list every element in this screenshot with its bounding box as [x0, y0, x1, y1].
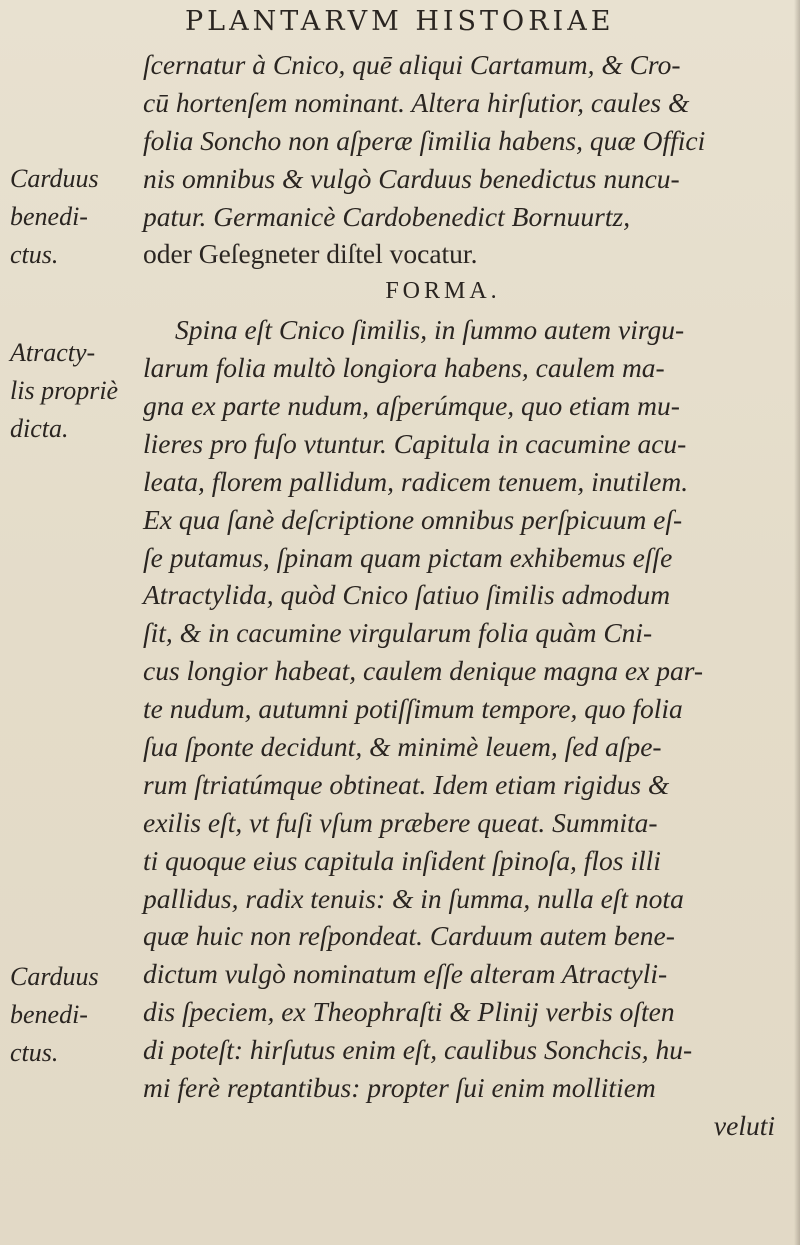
margin-note-line: Atracty-: [10, 338, 96, 367]
text-line: cū hortenſem nominant. Altera hirſutior, caules &: [143, 86, 690, 118]
margin-note-line: Carduus: [10, 962, 99, 991]
text-line: ſcernatur à Cnico, quē aliqui Cartamum, & Cro-: [143, 49, 681, 80]
text-line: larum folia multò longiora habens, caulem ma-: [143, 352, 665, 384]
text-line: Spina eſt Cnico ſimilis, in ſummo autem virgu-: [175, 314, 685, 346]
text-line: pallidus, radix tenuis: & in ſumma, nulla eſt nota: [143, 882, 684, 914]
text-line: ſua ſponte decidunt, & minimè leuem, ſed aſpe-: [143, 731, 662, 763]
margin-note-line: Carduus: [10, 164, 99, 193]
section-heading: FORMA.: [385, 278, 501, 305]
margin-note-atractylis: [10, 334, 140, 448]
text-line: quæ huic non reſpondeat. Carduum autem bene-: [143, 920, 675, 952]
text-line: ſit, & in cacumine virgularum folia quàm Cni-: [143, 617, 653, 649]
margin-note-carduus-benedictus-2: [10, 958, 140, 1072]
text-line: folia Soncho non aſperæ ſimilia habens, quæ Offici: [143, 124, 706, 156]
text-line: Ex qua ſanè deſcriptione omnibus perſpicuum eſ-: [143, 503, 683, 535]
margin-note-carduus-benedictus: [10, 160, 140, 274]
text-line: dictum vulgò nominatum eſſe alteram Atractyli-: [143, 958, 668, 990]
text-line: nis omnibus & vulgò Carduus benedictus nuncu-: [143, 162, 680, 194]
text-line: rum ſtriatúmque obtineat. Idem etiam rigidus &: [143, 768, 670, 800]
margin-note-line: ctus.: [10, 239, 59, 269]
margin-note-line: dicta.: [10, 413, 69, 443]
margin-note-line: benedi-: [10, 201, 88, 231]
running-head: PLANTARVM HISTORIAE: [185, 6, 615, 37]
text-line: exilis eſt, vt fuſi vſum præbere queat. Summita-: [143, 806, 658, 838]
text-line: di poteſt: hirſutus enim eſt, caulibus Sonchcis, hu-: [143, 1034, 693, 1066]
text-line: dis ſpeciem, ex Theophraſti & Plinij verbis oſten: [143, 996, 675, 1028]
margin-note-line: ctus.: [10, 1037, 59, 1067]
text-line: ti quoque eius capitula inſident ſpinoſa, flos illi: [143, 844, 661, 876]
text-line: patur. Germanicè Cardobenedict Bornuurtz,: [143, 200, 631, 232]
margin-note-line: benedi-: [10, 999, 88, 1029]
text-line: leata, florem pallidum, radicem tenuem, inutilem.: [143, 465, 689, 497]
text-line: lieres pro fuſo vtuntur. Capitula in cacumine acu-: [143, 427, 687, 459]
text-line: te nudum, autumni potiſſimum tempore, quo folia: [143, 693, 683, 725]
text-line: oder Geſegneter diſtel vocatur.: [143, 238, 478, 270]
text-line: Atractylida, quòd Cnico ſatiuo ſimilis admodum: [143, 579, 671, 611]
text-line: gna ex parte nudum, aſperúmque, quo etiam mu-: [143, 390, 680, 422]
text-line: cus longior habeat, caulem denique magna ex par-: [143, 655, 704, 687]
margin-note-line: lis propriè: [10, 375, 119, 405]
page-edge-shadow: [794, 0, 800, 1245]
catchword: veluti: [713, 1109, 775, 1141]
text-line: ſe putamus, ſpinam quam pictam exhibemus eſſe: [143, 541, 673, 573]
main-text-block: [143, 46, 783, 1145]
text-line: mi ferè reptantibus: propter ſui enim mollitiem: [143, 1072, 656, 1104]
